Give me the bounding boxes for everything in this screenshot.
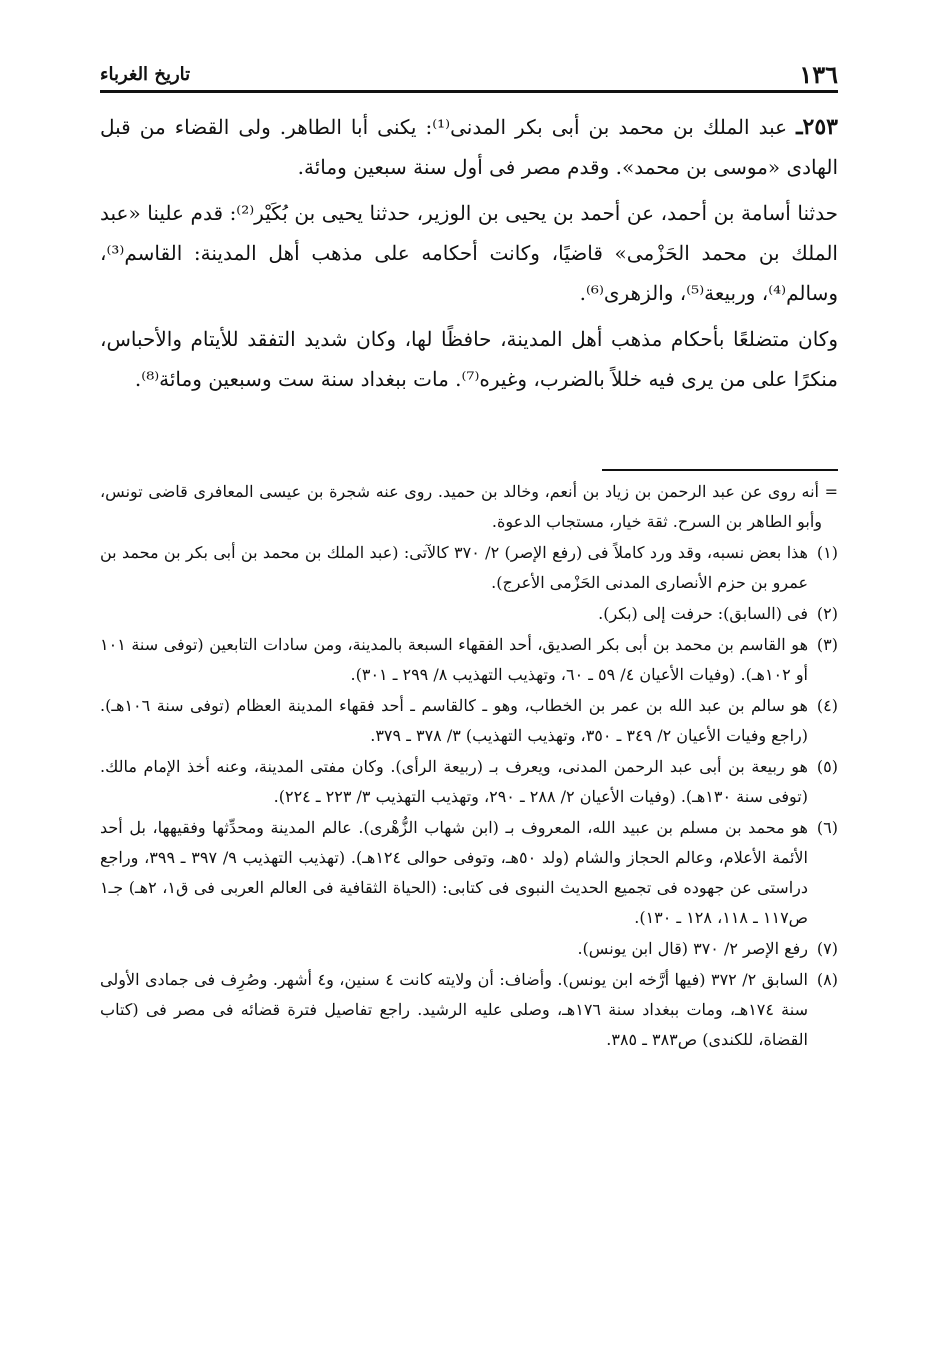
footnote-mark: (٢) — [816, 604, 838, 623]
footnote — [100, 965, 838, 1055]
entry-body — [100, 107, 838, 399]
page-header — [100, 58, 838, 93]
footnote-mark: (٨) — [816, 970, 839, 989]
footnote — [100, 934, 838, 964]
footnote-text: هو سالم بن عبد الله بن عمر بن الخطاب، وهو ـ كالقاسم ـ أحد فقهاء المدينة العظام (توفى سنة ١٠٦هـ). (راجع وفيات الأعيان ٢/ ٣٤٩ ـ ٣٥٠، وتهذيب التهذيب) ٣/ ٣٧٨ ـ ٣٧٩. — [100, 696, 808, 745]
footnote-mark: (٥) — [816, 757, 838, 776]
footnote-mark: (١) — [816, 543, 838, 562]
footnote-text: السابق ٢/ ٣٧٢ (فيها أرَّخه ابن يونس). وأضاف: أن ولايته كانت ٤ سنين، و٤ أشهر. وصُرِف فى جمادى الأولى سنة ١٧٤هـ، ومات ببغداد سنة ١٧٦هـ، وصلى عليه الرشيد. راجع تفاصيل فترة قضائه فى مصر فى (كتاب القضاة، للكندى) ص٣٨٣ ـ ٣٨٥. — [100, 970, 809, 1049]
footnote-mark: (٦) — [816, 818, 838, 837]
entry-paragraph-text: عبد الملك بن محمد بن أبى بكر المدنى⁽¹⁾: يكنى أبا الطاهر. ولى القضاء من قبل الهادى «موسى بن محمد». وقدم مصر فى أول سنة سبعين ومائة. — [100, 115, 838, 179]
footnote-mark: (٤) — [816, 696, 838, 715]
footnote-text: فى (السابق): حرفت إلى (بكر). — [598, 604, 808, 623]
footnote-mark: (٧) — [816, 939, 838, 958]
entry-number: ٢٥٣ـ — [796, 114, 838, 140]
footnote — [100, 599, 838, 629]
book-page — [100, 58, 838, 1348]
footnotes — [100, 477, 838, 1055]
footnote-text: رفع الإصر ٢/ ٣٧٠ (قال ابن يونس). — [577, 939, 808, 958]
footnote-mark: (٣) — [816, 635, 838, 654]
footnote-text: هو ربيعة بن أبى عبد الرحمن المدنى، ويعرف بـ (ربيعة الرأى). وكان مفتى المدينة، وعنه أخذ الإمام مالك. (توفى سنة ١٣٠هـ). (وفيات الأعيان ٢/ ٢٨٨ ـ ٢٩٠، وتهذيب التهذيب ٣/ ٢٢٣ ـ ٢٢٤). — [100, 757, 808, 806]
page-number: ١٣٦ — [799, 60, 838, 89]
footnote-separator — [602, 469, 838, 471]
footnote — [100, 752, 838, 812]
running-title: تاريخ الغرباء — [100, 64, 191, 85]
footnote-text: هو القاسم بن محمد بن أبى بكر الصديق، أحد الفقهاء السبعة بالمدينة، ومن سادات التابعين (توفى سنة ١٠١ أو ١٠٢هـ). (وفيات الأعيان ٤/ ٥٩ ـ ٦٠، وتهذيب التهذيب ٨/ ٢٩٩ ـ ٣٠١). — [100, 635, 808, 684]
entry-paragraph: وكان متضلعًا بأحكام مذهب أهل المدينة، حافظًا لها، وكان شديد التفقد للأيتام والأحباس، منكرًا على من يرى فيه خللاً بالضرب، وغيره⁽⁷⁾. مات ببغداد سنة ست وسبعين ومائة⁽⁸⁾. — [100, 327, 838, 391]
footnote-text: هذا بعض نسبه، وقد ورد كاملاً فى (رفع الإصر) ٢/ ٣٧٠ كالآتى: (عبد الملك بن محمد بن أبى بكر بن محمد بن عمرو بن حزم الأنصارى المدنى الحَزْمى الأعرج). — [100, 543, 808, 592]
entry-paragraph: حدثنا أسامة بن أحمد، عن أحمد بن يحيى بن الوزير، حدثنا يحيى بن بُكَيْر⁽²⁾: قدم علينا «عبد الملك بن محمد الحَزْمى» قاضيًا، وكانت أحكامه على مذهب أهل المدينة: القاسم⁽³⁾، وسالم⁽⁴⁾، وربيعة⁽⁵⁾، والزهرى⁽⁶⁾. — [100, 201, 838, 305]
footnote-text: هو محمد بن مسلم بن عبيد الله، المعروف بـ (ابن شهاب الزُّهْرى). عالم المدينة ومحدِّثها وفقيهها، بل أحد الأئمة الأعلام، وعالم الحجاز والشام (ولد ٥٠هـ، وتوفى حوالى ١٢٤هـ). (تهذيب التهذيب ٩/ ٣٩٧ ـ ٣٩٩، وراجع دراستى عن جهوده فى تجميع الحديث النبوى فى كتابى: (الحياة الثقافية فى العالم العربى فى ق١، ٢هـ) جـ١ ص١١٧ ـ ١١٨، ١٢٨ ـ ١٣٠). — [100, 818, 809, 927]
footnote — [100, 691, 838, 751]
footnote — [100, 538, 838, 598]
entry-paragraph — [100, 107, 838, 187]
footnote — [100, 630, 838, 690]
footnote-continuation: = أنه روى عن عبد الرحمن بن زياد بن أنعم، وخالد بن حميد. روى عنه شجرة بن عيسى المعافرى قاضى تونس، وأبو الطاهر بن السرح. ثقة خيار، مستجاب الدعوة. — [100, 482, 839, 531]
footnote — [100, 813, 838, 933]
